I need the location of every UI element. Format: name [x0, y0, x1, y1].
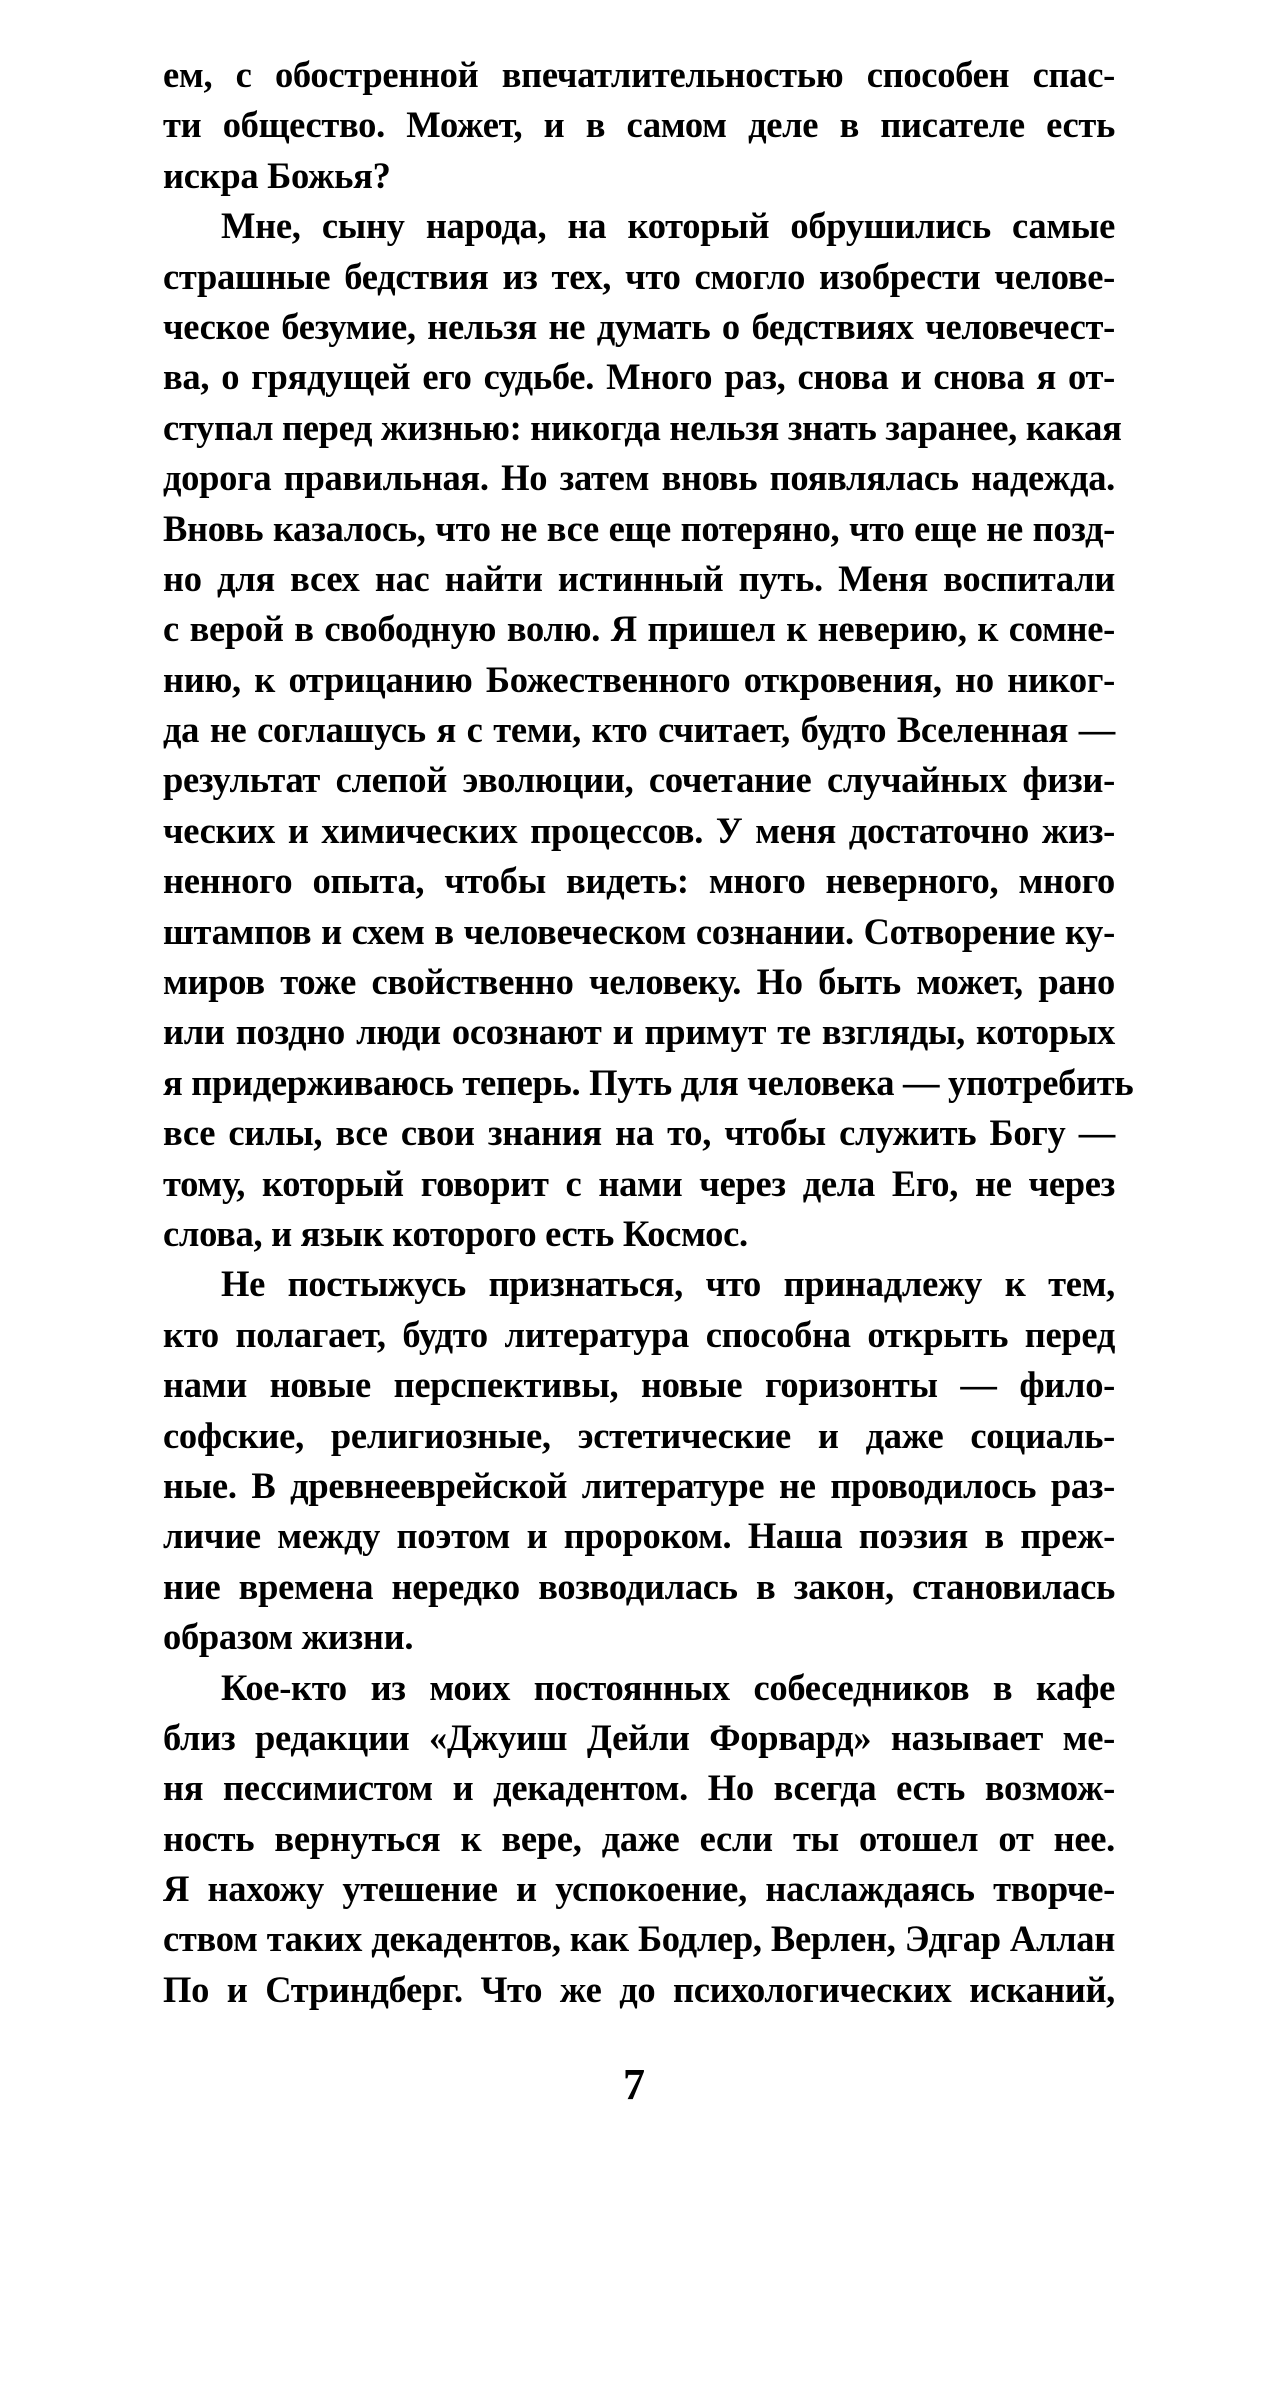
text-line: Не постыжусь признаться, что принадлежу к тем,	[221, 1263, 1115, 1305]
text-line: кто полагает, будто литература способна открыть перед	[163, 1313, 1115, 1355]
text-line: Я нахожу утешение и успокоение, наслаждаясь творче-	[163, 1868, 1115, 1910]
text-line: страшные бедствия из тех, что смогло изобрести челове-	[163, 255, 1115, 297]
text-line: Кое-кто из моих постоянных собеседников в кафе	[221, 1666, 1115, 1708]
text-line: я придерживаюсь теперь. Путь для человека — употребить	[163, 1061, 1134, 1103]
text-line: все силы, все свои знания на то, чтобы служить Богу —	[163, 1112, 1115, 1154]
text-line: результат слепой эволюции, сочетание случайных физи-	[163, 759, 1115, 801]
text-line: с верой в свободную волю. Я пришел к неверию, к сомне-	[163, 608, 1115, 650]
page-body-text	[163, 50, 1134, 2015]
text-line: Вновь казалось, что не все еще потеряно, что еще не позд-	[163, 507, 1115, 549]
text-line: образом жизни.	[163, 1616, 414, 1658]
text-line: ческих и химических процессов. У меня достаточно жиз-	[163, 809, 1115, 851]
text-line: ческое безумие, нельзя не думать о бедствиях человечест-	[163, 305, 1115, 347]
text-line: софские, религиозные, эстетические и даже социаль-	[163, 1414, 1115, 1456]
text-line: Мне, сыну народа, на который обрушились самые	[221, 205, 1115, 247]
text-line: но для всех нас найти истинный путь. Меня воспитали	[163, 557, 1115, 599]
text-line: ством таких декадентов, как Бодлер, Верлен, Эдгар Аллан	[163, 1918, 1115, 1960]
text-line: близ редакции «Джуиш Дейли Форвард» называет ме-	[163, 1716, 1115, 1758]
text-line: нию, к отрицанию Божественного откровения, но никог-	[163, 658, 1115, 700]
text-line: искра Божья?	[163, 154, 391, 196]
text-line: миров тоже свойственно человеку. Но быть может, рано	[163, 961, 1115, 1003]
text-line: ва, о грядущей его судьбе. Много раз, снова и снова я от-	[163, 356, 1115, 398]
text-line: ня пессимистом и декадентом. Но всегда есть возмож-	[163, 1767, 1115, 1809]
text-line: личие между поэтом и пророком. Наша поэзия в преж-	[163, 1515, 1115, 1557]
text-line: ти общество. Может, и в самом деле в писателе есть	[163, 104, 1115, 146]
text-line: ем, с обостренной впечатлительностью способен спас-	[163, 54, 1115, 95]
text-line: По и Стриндберг. Что же до психологических исканий,	[163, 1968, 1115, 2010]
text-line: или поздно люди осознают и примут те взгляды, которых	[163, 1011, 1115, 1053]
text-line: слова, и язык которого есть Космос.	[163, 1212, 748, 1254]
text-line: ние времена нередко возводилась в закон, становилась	[163, 1565, 1115, 1607]
page-number: 7	[623, 2060, 645, 2109]
text-line: ность вернуться к вере, даже если ты отошел от нее.	[163, 1817, 1115, 1859]
text-line: ные. В древнееврейской литературе не проводилось раз-	[163, 1464, 1115, 1506]
text-line: штампов и схем в человеческом сознании. Сотворение ку-	[163, 910, 1115, 952]
text-line: да не соглашусь я с теми, кто считает, будто Вселенная —	[163, 709, 1115, 751]
text-line: дорога правильная. Но затем вновь появлялась надежда.	[163, 457, 1115, 499]
text-line: тому, который говорит с нами через дела Его, не через	[163, 1162, 1115, 1204]
text-line: ненного опыта, чтобы видеть: много неверного, много	[163, 860, 1115, 902]
text-line: нами новые перспективы, новые горизонты — фило-	[163, 1364, 1115, 1406]
text-line: ступал перед жизнью: никогда нельзя знать заранее, какая	[163, 406, 1122, 448]
